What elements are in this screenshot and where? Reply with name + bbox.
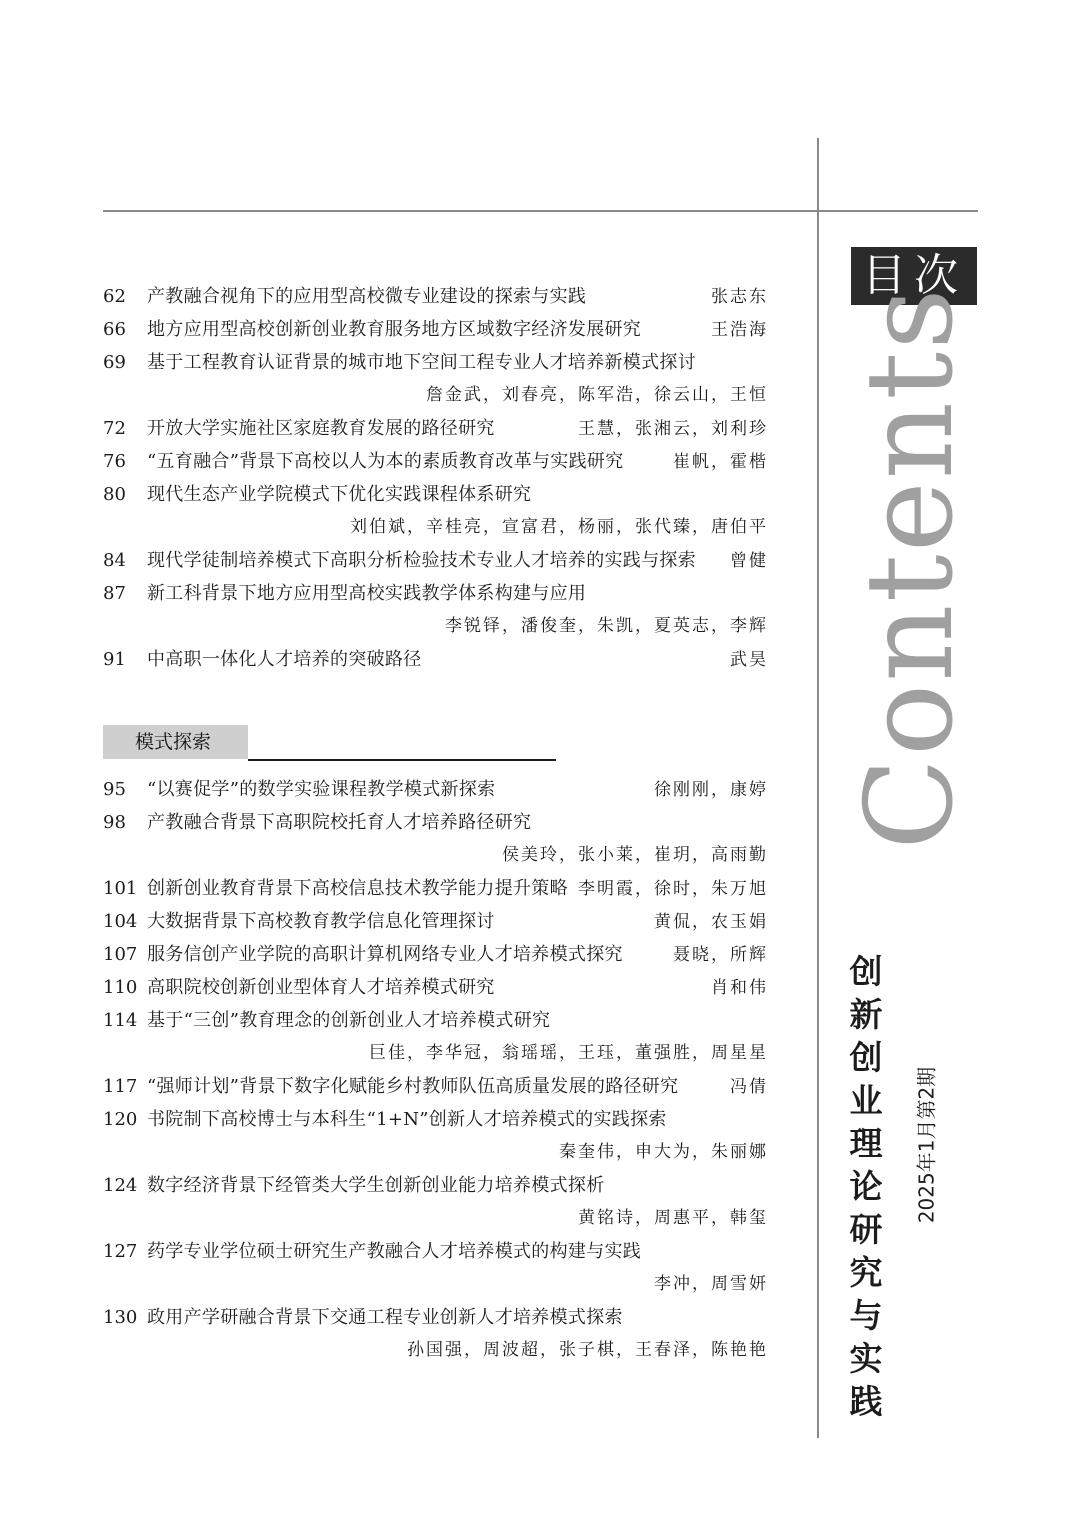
toc-entry-row <box>103 1070 768 1103</box>
toc-entry <box>103 1169 768 1235</box>
article-title: “强师计划”背景下数字化赋能乡村教师队伍高质量发展的路径研究 <box>147 1076 679 1097</box>
toc-entry-row <box>103 346 768 379</box>
page-number: 72 <box>103 418 126 439</box>
toc-entry-row <box>103 412 768 445</box>
article-title: 基于“三创”教育理念的创新创业人才培养模式研究 <box>147 1010 551 1031</box>
toc-list-lower <box>103 773 768 1367</box>
article-title: 现代生态产业学院模式下优化实践课程体系研究 <box>147 484 532 505</box>
toc-entry-row <box>103 773 768 806</box>
page-number: 104 <box>103 911 138 932</box>
page-number: 130 <box>103 1307 138 1328</box>
page-number: 120 <box>103 1109 138 1130</box>
toc-entry <box>103 313 768 346</box>
toc-entry-row <box>103 905 768 938</box>
article-authors: 张志东 <box>711 287 768 307</box>
article-title: 药学专业学位硕士研究生产教融合人才培养模式的构建与实践 <box>147 1241 642 1262</box>
toc-entry-row <box>103 313 768 346</box>
page-number: 124 <box>103 1175 138 1196</box>
toc-entry-row <box>103 806 768 839</box>
toc-entry-row <box>103 1301 768 1334</box>
toc-entry-row <box>103 643 768 676</box>
article-title: 基于工程教育认证背景的城市地下空间工程专业人才培养新模式探讨 <box>147 352 696 373</box>
section-header <box>103 725 556 761</box>
article-title: “五育融合”背景下高校以人为本的素质教育改革与实践研究 <box>147 451 624 472</box>
page-number: 114 <box>103 1010 138 1031</box>
article-authors: 武昊 <box>730 650 768 670</box>
page-number: 110 <box>103 977 138 998</box>
article-authors: 王浩海 <box>711 320 768 340</box>
page-number: 98 <box>103 812 126 833</box>
page-number: 76 <box>103 451 126 472</box>
toc-entry <box>103 905 768 938</box>
page-number: 84 <box>103 550 126 571</box>
toc-list-upper <box>103 280 768 676</box>
toc-entry <box>103 544 768 577</box>
toc-entry <box>103 1070 768 1103</box>
page-number: 107 <box>103 944 138 965</box>
article-authors: 黄铭诗，周惠平，韩玺 <box>578 1208 768 1228</box>
toc-entry-row <box>103 445 768 478</box>
page-number: 66 <box>103 319 126 340</box>
page-number: 95 <box>103 779 126 800</box>
toc-entry <box>103 806 768 872</box>
toc-entry-row <box>103 938 768 971</box>
issue-label: 2025年1月第2期 <box>914 1066 939 1224</box>
article-authors: 王慧，张湘云，刘利珍 <box>578 419 768 439</box>
article-authors: 詹金武，刘春亮，陈军浩，徐云山，王恒 <box>426 385 768 405</box>
article-title: “以赛促学”的数学实验课程教学模式新探索 <box>147 779 496 800</box>
article-authors: 李冲，周雪妍 <box>654 1274 768 1294</box>
section-label: 模式探索 <box>103 725 248 759</box>
article-title: 产教融合视角下的应用型高校微专业建设的探索与实践 <box>147 286 587 307</box>
toc-entry <box>103 1301 768 1367</box>
toc-entry-row <box>103 478 768 511</box>
article-title: 现代学徒制培养模式下高职分析检验技术专业人才培养的实践与探索 <box>147 550 696 571</box>
toc-entry <box>103 1103 768 1169</box>
article-title: 服务信创产业学院的高职计算机网络专业人才培养模式探究 <box>147 944 623 965</box>
toc-entry <box>103 346 768 412</box>
article-authors: 秦奎伟，申大为，朱丽娜 <box>559 1142 768 1162</box>
toc-entry-row <box>103 872 768 905</box>
issue-box <box>905 1050 945 1240</box>
toc-entry <box>103 938 768 971</box>
article-title: 创新创业教育背景下高校信息技术教学能力提升策略 <box>147 878 568 899</box>
toc-entry <box>103 478 768 544</box>
page-number: 91 <box>103 649 126 670</box>
article-title: 书院制下高校博士与本科生“1+N”创新人才培养模式的实践探索 <box>147 1109 667 1130</box>
section-rule <box>248 759 556 761</box>
page-number: 101 <box>103 878 138 899</box>
article-title: 开放大学实施社区家庭教育发展的路径研究 <box>147 418 495 439</box>
article-title: 政用产学研融合背景下交通工程专业创新人才培养模式探索 <box>147 1307 623 1328</box>
article-title: 大数据背景下高校教育教学信息化管理探讨 <box>147 911 495 932</box>
toc-entry-row <box>103 544 768 577</box>
journal-title: 创新创业理论研究与实践 <box>849 952 883 1421</box>
toc-entry-row <box>103 1103 768 1136</box>
article-authors: 李锐铎，潘俊奎，朱凯，夏英志，李辉 <box>445 616 768 636</box>
article-authors: 刘伯斌，辛桂亮，宣富君，杨丽，张代臻，唐伯平 <box>350 517 768 537</box>
article-authors: 肖和伟 <box>711 978 768 998</box>
article-authors: 黄侃，农玉娟 <box>654 912 768 932</box>
page-number: 117 <box>103 1076 138 1097</box>
contents-wordmark: Contents <box>841 286 980 850</box>
toc-entry-row <box>103 1235 768 1268</box>
toc-entry-row <box>103 971 768 1004</box>
vertical-rule <box>817 138 819 1438</box>
article-authors: 曾健 <box>730 551 768 571</box>
toc-entry <box>103 773 768 806</box>
toc-entry <box>103 280 768 313</box>
article-title: 新工科背景下地方应用型高校实践教学体系构建与应用 <box>147 583 587 604</box>
page-number: 87 <box>103 583 126 604</box>
toc-entry-row <box>103 577 768 610</box>
contents-wordmark-box <box>841 286 980 850</box>
toc-entry-row <box>103 1004 768 1037</box>
article-authors: 冯倩 <box>730 1077 768 1097</box>
article-title: 数字经济背景下经管类大学生创新创业能力培养模式探析 <box>147 1175 605 1196</box>
article-authors: 李明霞，徐时，朱万旭 <box>578 879 768 899</box>
toc-entry <box>103 1004 768 1070</box>
article-authors: 崔帆，霍楷 <box>673 452 768 472</box>
page-number: 69 <box>103 352 126 373</box>
article-authors: 徐刚刚，康婷 <box>654 780 768 800</box>
toc-entry-row <box>103 280 768 313</box>
toc-entry <box>103 643 768 676</box>
toc-entry <box>103 1235 768 1301</box>
article-title: 中高职一体化人才培养的突破路径 <box>147 649 422 670</box>
toc-entry <box>103 412 768 445</box>
page-number: 80 <box>103 484 126 505</box>
article-authors: 巨佳，李华冠，翁瑶瑶，王珏，董强胜，周星星 <box>369 1043 768 1063</box>
top-rule <box>103 210 978 212</box>
article-title: 地方应用型高校创新创业教育服务地方区域数字经济发展研究 <box>147 319 642 340</box>
toc-entry <box>103 577 768 643</box>
page-number: 62 <box>103 286 126 307</box>
toc-entry <box>103 872 768 905</box>
toc-entry <box>103 445 768 478</box>
article-authors: 聂晓，所辉 <box>673 945 768 965</box>
toc-entry <box>103 971 768 1004</box>
page-number: 127 <box>103 1241 138 1262</box>
article-title: 产教融合背景下高职院校托育人才培养路径研究 <box>147 812 532 833</box>
article-authors: 侯美玲，张小莱，崔玥，高雨勤 <box>502 845 768 865</box>
article-title: 高职院校创新创业型体育人才培养模式研究 <box>147 977 495 998</box>
toc-entry-row <box>103 1169 768 1202</box>
article-authors: 孙国强，周波超，张子棋，王春泽，陈艳艳 <box>407 1340 768 1360</box>
mulu-badge: 目次 <box>851 247 977 305</box>
